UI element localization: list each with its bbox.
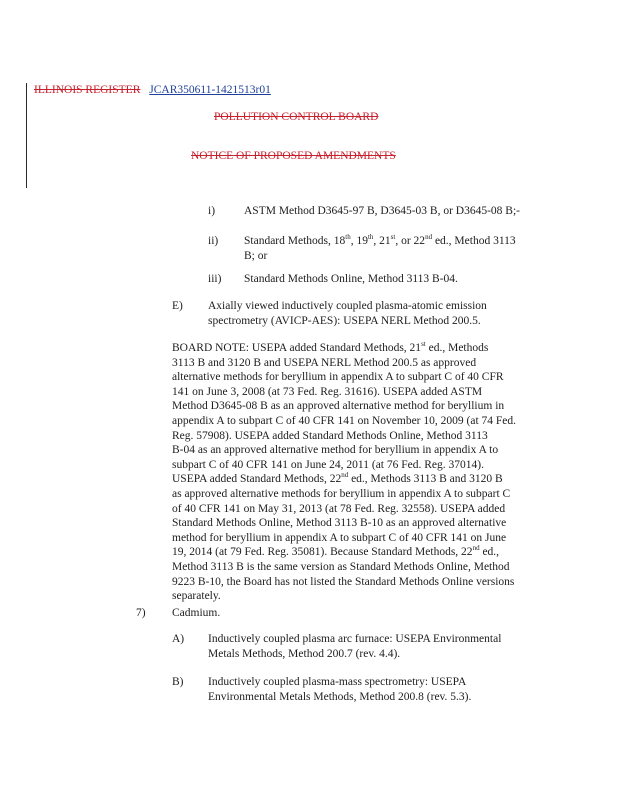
item-ii-label: ii)	[208, 235, 219, 247]
board-note-line: Reg. 57908). USEPA added Standard Methods Online, Method 3113	[172, 429, 488, 442]
section-7-label: 7)	[136, 607, 146, 619]
board-note-line: Method D3645-08 B as an approved alternative method for beryllium in	[172, 400, 505, 413]
item-iii-text: Standard Methods Online, Method 3113 B-04.	[244, 273, 458, 285]
register-struck-text: ILLINOIS REGISTER	[34, 84, 141, 96]
item-b-line1: Inductively coupled plasma-mass spectrometry: USEPA	[208, 676, 467, 688]
item-b-line2: Environmental Metals Methods, Method 200.8 (rev. 5.3).	[208, 691, 472, 703]
section-7-title: Cadmium.	[172, 607, 221, 619]
item-i-text: ASTM Method D3645-97 B, D3645-03 B, or D3645-08 B;-	[244, 205, 520, 217]
item-a-line2: Metals Methods, Method 200.7 (rev. 4.4).	[208, 648, 401, 660]
board-note-line: 9223 B-10, the Board has not listed the Standard Methods Online versions	[172, 575, 515, 588]
item-e-label: E)	[172, 300, 183, 312]
revision-margin-bar	[26, 83, 27, 188]
board-note-line: 3113 B and 3120 B and USEPA NERL Method 200.5 as approved	[172, 356, 477, 369]
notice-title: NOTICE OF PROPOSED AMENDMENTS	[191, 150, 396, 162]
board-note	[172, 341, 572, 604]
board-note-line: USEPA added Standard Methods, 22nd ed., Methods 3113 B and 3120 B	[172, 471, 503, 486]
item-iii-label: iii)	[208, 273, 222, 285]
board-note-line: Method 3113 B is the same version as Standard Methods Online, Method	[172, 560, 510, 573]
item-a-label: A)	[172, 633, 185, 645]
board-note-line: B-04 as an approved alternative method for beryllium in appendix A to	[172, 444, 499, 457]
board-note-line: subpart C of 40 CFR 141 on June 24, 2011 (at 76 Fed. Reg. 37014).	[172, 458, 484, 471]
board-note-line: of 40 CFR 141 on May 31, 2013 (at 78 Fed. Reg. 32558). USEPA added	[172, 502, 506, 515]
board-title: POLLUTION CONTROL BOARD	[214, 111, 379, 123]
item-ii-line1: Standard Methods, 18th, 19th, 21st, or 22nd ed., Method 3113	[244, 233, 516, 247]
item-e-line2: spectrometry (AVICP-AES): USEPA NERL Method 200.5.	[208, 315, 481, 327]
board-note-line: appendix A to subpart C of 40 CFR 141 on November 10, 2009 (at 74 Fed.	[172, 414, 517, 427]
item-a-line1: Inductively coupled plasma arc furnace: USEPA Environmental	[208, 633, 502, 645]
board-note-line: separately.	[172, 590, 221, 603]
board-note-line: BOARD NOTE: USEPA added Standard Methods, 21st ed., Methods	[172, 340, 489, 354]
board-note-line: method for beryllium in appendix A to subpart C of 40 CFR 141 on June	[172, 531, 507, 544]
item-i-label: i)	[208, 205, 216, 217]
register-inserted-text: JCAR350611-1421513r01	[149, 84, 271, 96]
item-b-label: B)	[172, 676, 184, 688]
board-note-line: alternative methods for beryllium in appendix A to subpart C of 40 CFR	[172, 371, 504, 384]
board-note-line: as approved alternative methods for beryllium in appendix A to subpart C	[172, 487, 511, 500]
item-e-line1: Axially viewed inductively coupled plasma-atomic emission	[208, 300, 487, 312]
board-note-line: 19, 2014 (at 79 Fed. Reg. 35081). Because Standard Methods, 22nd ed.,	[172, 544, 500, 559]
board-note-line: Standard Methods Online, Method 3113 B-10 as an approved alternative	[172, 517, 507, 530]
board-note-line: 141 on June 3, 2008 (at 73 Fed. Reg. 31616). USEPA added ASTM	[172, 385, 483, 398]
register-header	[34, 83, 271, 98]
item-ii-line2: B; or	[244, 250, 268, 262]
